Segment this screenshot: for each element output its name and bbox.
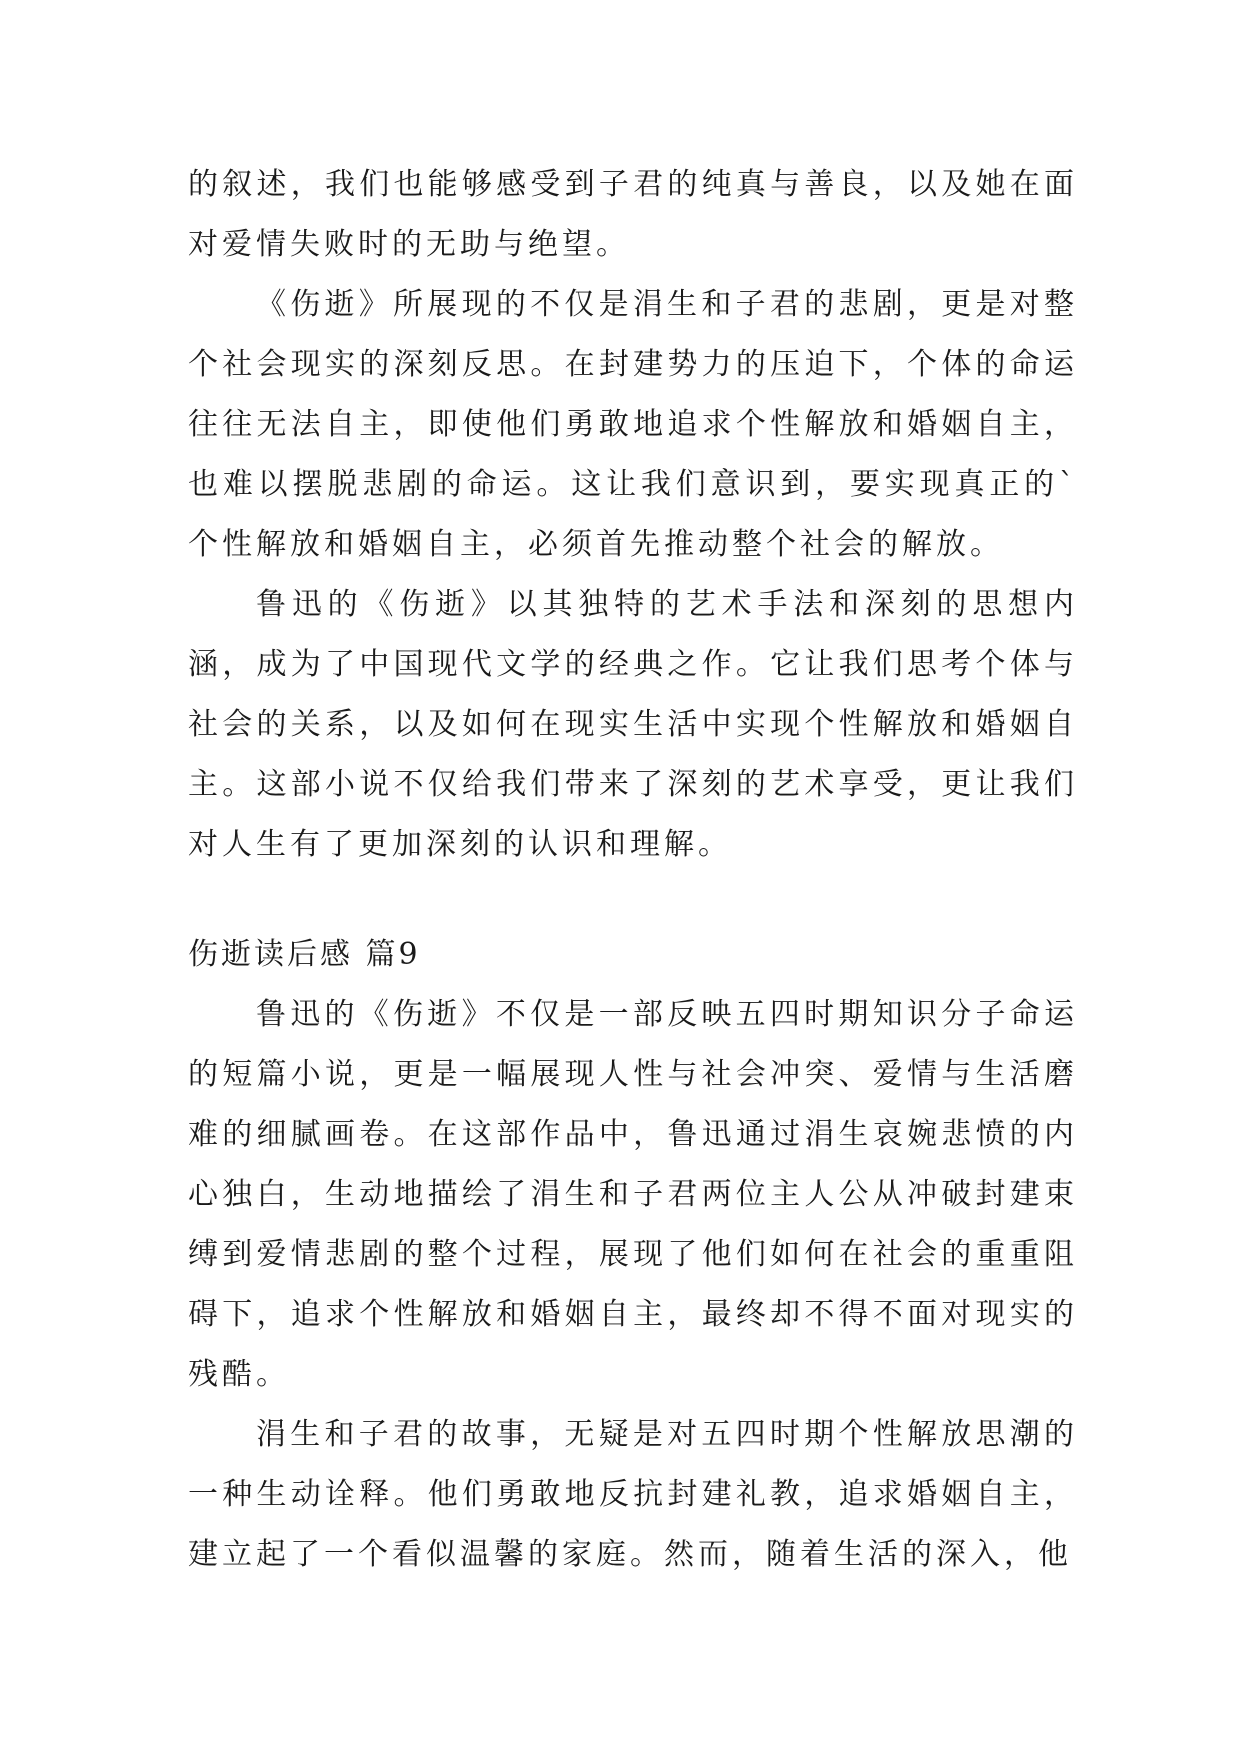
section-heading: 伤逝读后感 篇9 — [188, 937, 421, 972]
paragraph: 鲁迅的《伤逝》不仅是一部反映五四时期知识分子命运的短篇小说，更是一幅展现人性与社会冲突、爱情与生活磨难的细腻画卷。在这部作品中，鲁迅通过涓生哀婉悲愤的内心独白，生动地描绘了涓生和子君两位主人公从冲破封建束缚到爱情悲剧的整个过程，展现了他们如何在社会的重重阻碍下，追求个性解放和婚姻自主，最终却不得不面对现实的残酷。 — [188, 997, 1078, 1392]
paragraph-continued: 的叙述，我们也能够感受到子君的纯真与善良，以及她在面对爱情失败时的无助与绝望。 — [188, 167, 1078, 262]
paragraph: 《伤逝》所展现的不仅是涓生和子君的悲剧，更是对整个社会现实的深刻反思。在封建势力的压迫下，个体的命运往往无法自主，即使他们勇敢地追求个性解放和婚姻自主，也难以摆脱悲剧的命运。这让我们意识到，要实现真正的`个性解放和婚姻自主，必须首先推动整个社会的解放。 — [188, 287, 1078, 562]
text-section-continued — [188, 155, 1078, 875]
text-section-essay-9 — [188, 925, 1078, 1585]
paragraph: 鲁迅的《伤逝》以其独特的艺术手法和深刻的思想内涵，成为了中国现代文学的经典之作。它让我们思考个体与社会的关系，以及如何在现实生活中实现个性解放和婚姻自主。这部小说不仅给我们带来了深刻的艺术享受，更让我们对人生有了更加深刻的认识和理解。 — [188, 587, 1078, 862]
paragraph: 涓生和子君的故事，无疑是对五四时期个性解放思潮的一种生动诠释。他们勇敢地反抗封建礼教，追求婚姻自主，建立起了一个看似温馨的家庭。然而，随着生活的深入，他 — [188, 1417, 1078, 1572]
